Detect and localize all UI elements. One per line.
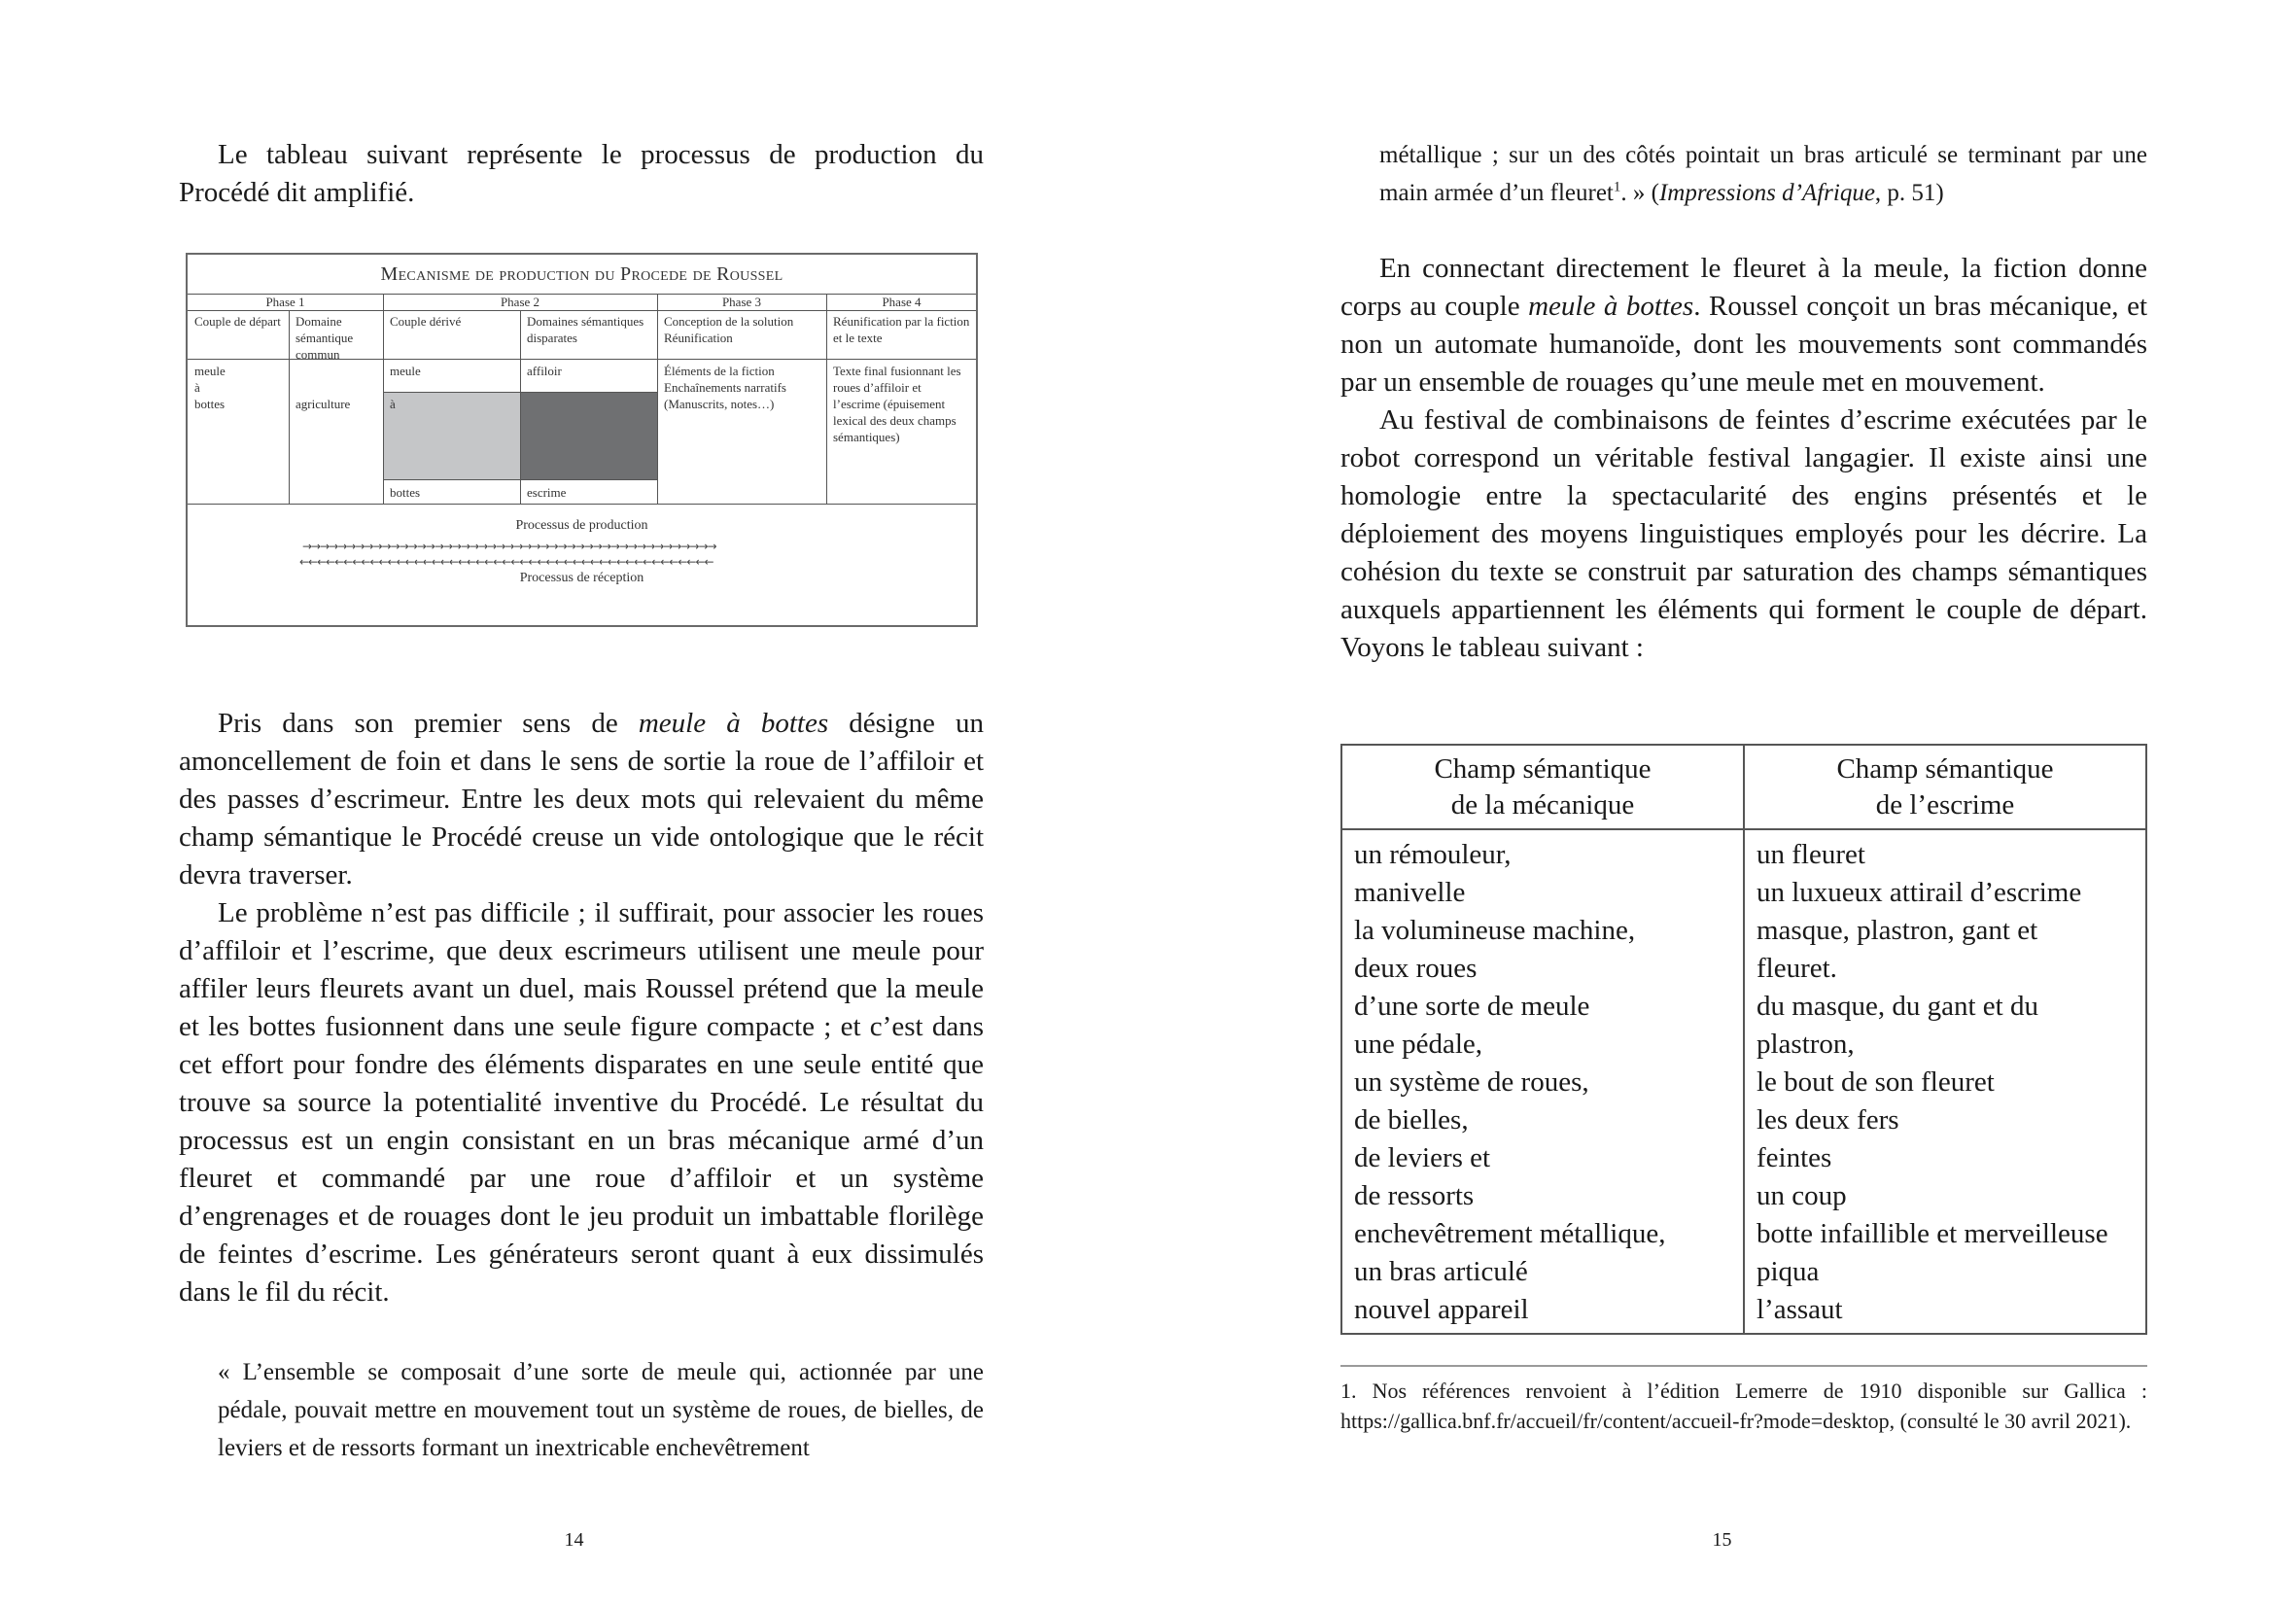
intro-paragraph bbox=[179, 136, 984, 212]
right-body bbox=[1340, 250, 2147, 667]
list-item: de leviers et bbox=[1354, 1142, 1491, 1173]
list-item: masque, plastron, gant et bbox=[1757, 915, 2038, 946]
phase-2-label: Phase 2 bbox=[500, 295, 540, 309]
list-item: le bout de son fleuret bbox=[1757, 1066, 1995, 1098]
derive-bottes: bottes bbox=[390, 485, 421, 500]
phase-4-label: Phase 4 bbox=[882, 295, 922, 309]
list-item: une pédale, bbox=[1354, 1029, 1483, 1060]
left-body bbox=[179, 705, 984, 1311]
reception-label: Processus de réception bbox=[519, 571, 644, 585]
list-item: d’une sorte de meule bbox=[1354, 991, 1590, 1022]
list-item: de ressorts bbox=[1354, 1180, 1475, 1211]
process-section bbox=[188, 505, 976, 627]
list-item: manivelle bbox=[1354, 877, 1466, 908]
list-item: la volumineuse machine, bbox=[1354, 915, 1636, 946]
phase3-cell: Éléments de la fiction Enchaînements narratifs (Manuscrits, notes…) bbox=[664, 364, 786, 411]
book-title: Impressions d’Afrique bbox=[1658, 180, 1875, 206]
list-item: l’assaut bbox=[1757, 1294, 1843, 1325]
paragraph-festival: Au festival de combinaisons de feintes d’escrime exécutées par le robot correspond un véritable festival langagier. Il existe ainsi une homologie entre la spectacularité des engins présentés et le déploiement des moyens linguistiques employés pour les décrire. La cohésion du texte se construit par saturation des champs sémantiques auxquels appartiennent les éléments qui forment le couple de départ. Voyons le tableau suivant : bbox=[1340, 404, 2147, 663]
table-row bbox=[1341, 829, 2146, 1334]
page-number: 14 bbox=[564, 1529, 584, 1551]
phase-1-label: Phase 1 bbox=[265, 295, 305, 309]
paragraph-connectant: En connectant directement le fleuret à la meule, la fiction donne corps au couple meule à bottes. Roussel conçoit un bras mécanique, et non un automate humanoïde, dont les mouvements sont commandés par un ensemble de rouages qu’une meule met en mouvement. bbox=[1340, 253, 2148, 398]
header-mecanique: Champ sémantique de la mécanique bbox=[1341, 745, 1744, 829]
quote-text: « L’ensemble se composait d’une sorte de meule qui, actionnée par une pédale, pouvait mettre en mouvement tout un système de roues, de bielles, de leviers et de ressorts formant un inextricable enchevêtrement bbox=[218, 1359, 984, 1461]
list-item: un coup bbox=[1757, 1180, 1847, 1211]
escrime-column bbox=[1744, 829, 2146, 1334]
list-item: plastron, bbox=[1757, 1029, 1855, 1060]
figure-grid bbox=[188, 295, 976, 505]
list-item: de bielles, bbox=[1354, 1104, 1469, 1135]
list-item: botte infaillible et merveilleuse bbox=[1757, 1218, 2108, 1249]
list-item: un bras articulé bbox=[1354, 1256, 1528, 1287]
right-page bbox=[1148, 0, 2296, 1607]
list-item: feintes bbox=[1757, 1142, 1832, 1173]
production-mechanism-figure bbox=[186, 253, 978, 627]
right-arrows-icon: →→→→→→→→→→→→→→→→→→→→→→→→→→→→→→→→→→→→→→→→→→→→→→→ bbox=[302, 540, 716, 553]
quote-block bbox=[179, 1353, 984, 1467]
list-item: enchevêtrement métallique, bbox=[1354, 1218, 1666, 1249]
footnote-marker[interactable]: 1 bbox=[1613, 179, 1621, 195]
header-couple-derive: Couple dérivé bbox=[390, 314, 462, 329]
disparate-escrime: escrime bbox=[527, 485, 567, 500]
paragraph-probleme: Le problème n’est pas difficile ; il suffirait, pour associer les roues d’affiloir et l’escrime, que deux escrimeurs utilisent une meule pour affiler leurs fleurets avant un duel, mais Roussel prétend que la meule et les bottes fusionnent dans une seule figure compacte ; et c’est dans cet effort pour fondre des éléments disparates en une seule entité que trouve sa source la potentialité inventive du Procédé. Le résultat du processus est un engin consistant en un bras mécanique armé d’un fleuret et commandé par une roue d’affiloir et un système d’engrenages et de rouages dont le jeu produit un imbattable florilège de feintes d’escrime. Les générateurs seront quant à eux dissimulés dans le fil du récit. bbox=[179, 897, 984, 1308]
phase-3-label: Phase 3 bbox=[721, 295, 762, 309]
list-item: un fleuret bbox=[1757, 839, 1865, 870]
list-item: un rémouleur, bbox=[1354, 839, 1512, 870]
header-escrime: Champ sémantique de l’escrime bbox=[1744, 745, 2146, 829]
list-item: deux roues bbox=[1354, 953, 1478, 984]
word-a: à bbox=[194, 380, 200, 395]
derive-meule: meule bbox=[390, 364, 421, 378]
footnote: 1. Nos références renvoient à l’édition Lemerre de 1910 disponible sur Gallica : https://gallica.bnf.fr/accueil/fr/content/accueil-fr?mode=desktop, (consulté le 30 avril 2021). bbox=[1340, 1379, 2147, 1433]
list-item: du masque, du gant et du bbox=[1757, 991, 2038, 1022]
divider bbox=[383, 479, 657, 480]
list-item: nouvel appareil bbox=[1354, 1294, 1529, 1325]
shaded-region-dark bbox=[521, 393, 657, 479]
production-label: Processus de production bbox=[515, 518, 648, 533]
domaine-commun-cell: agriculture bbox=[296, 397, 351, 411]
list-item: un système de roues, bbox=[1354, 1066, 1589, 1098]
phase4-cell: Texte final fusionnant les roues d’affiloir et l’escrime (épuisement lexical des deux champs sémantiques) bbox=[833, 364, 961, 444]
list-item: fleuret. bbox=[1757, 953, 1837, 984]
derive-a: à bbox=[390, 397, 396, 411]
header-conception: Conception de la solution Réunification bbox=[664, 314, 794, 345]
header-domaine-commun: Domaine sémantique commun bbox=[296, 314, 354, 362]
list-item: piqua bbox=[1757, 1256, 1820, 1287]
intro-text: Le tableau suivant représente le processus de production du Procédé dit amplifié. bbox=[179, 139, 984, 208]
table-header-row bbox=[1341, 745, 2146, 829]
word-meule: meule bbox=[194, 364, 226, 378]
left-arrows-icon: ←←←←←←←←←←←←←←←←←←←←←←←←←←←←←←←←←←←←←←←←←←←←←←← bbox=[299, 555, 713, 569]
emphasis: meule à bottes bbox=[638, 708, 829, 739]
quote-continuation bbox=[1340, 136, 2147, 212]
disparate-affiloir: affiloir bbox=[527, 364, 562, 378]
header-couple-depart: Couple de départ bbox=[194, 314, 281, 329]
quote-continuation-text: métallique ; sur un des côtés pointait un bras articulé se terminant par une main armée d’un fleuret$^1$. » (Impressions d’Afrique, p. 51) bbox=[1379, 142, 2147, 206]
header-reunification: Réunification par la fiction et le texte bbox=[833, 314, 970, 345]
mecanique-column bbox=[1341, 829, 1744, 1334]
list-item: les deux fers bbox=[1757, 1104, 1899, 1135]
figure-title: Mecanisme de production du Procede de Roussel bbox=[188, 255, 976, 295]
list-item: un luxueux attirail d’escrime bbox=[1757, 877, 2082, 908]
semantic-fields-table bbox=[1340, 744, 2147, 1335]
word-bottes: bottes bbox=[194, 397, 226, 411]
header-domaines-disparates: Domaines sémantiques disparates bbox=[527, 314, 644, 345]
couple-depart-cell bbox=[188, 361, 289, 414]
page-number: 15 bbox=[1712, 1529, 1732, 1551]
footnote-divider bbox=[1340, 1365, 2147, 1367]
emphasis: meule à bottes bbox=[1528, 291, 1694, 322]
paragraph-meule-a-bottes: Pris dans son premier sens de meule à bottes désigne un amoncellement de foin et dans le sens de sortie la roue de l’affiloir et des passes d’escrimeur. Entre les deux mots qui relevaient du même champ sémantique le Procédé creuse un vide ontologique que le récit devra traverser. bbox=[179, 708, 984, 891]
